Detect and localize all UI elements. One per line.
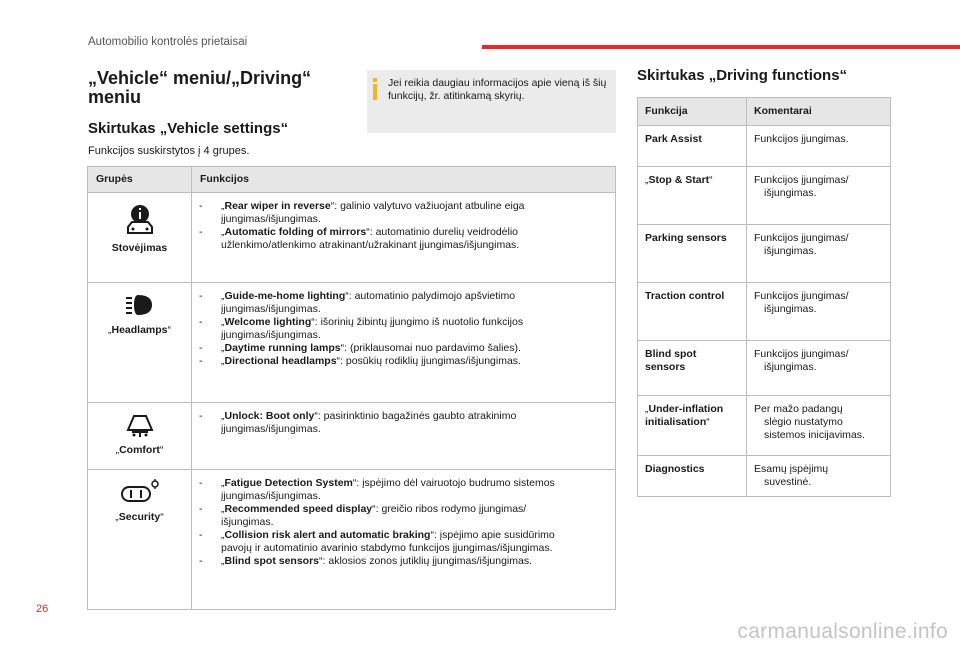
group-label: Stovėjimas	[111, 242, 168, 254]
function-comment: Funkcijos įjungimas/ išjungimas.	[747, 225, 891, 283]
table-row	[88, 283, 616, 403]
table-header-row	[638, 98, 891, 126]
list-item: - „Collision risk alert and automatic braking“: įspėjimo apie susidūrimo pavojų ir automatinio avarinio stabdymo funkcijos įjungimas/išjungimas.	[199, 529, 555, 554]
list-item: - „Rear wiper in reverse“: galinio valytuvo važiuojant atbuline eiga įjungimas/išjungimas.	[199, 200, 525, 225]
function-name: Blind spot sensors	[638, 341, 747, 396]
list-item: - „Blind spot sensors“: aklosios zonos jutiklių įjungimas/išjungimas.	[199, 555, 533, 567]
list-item: - „Daytime running lamps“: (priklausomai nuo pardavimo šalies).	[199, 342, 521, 354]
page-number: 26	[36, 603, 49, 615]
group-label: „Security“	[115, 511, 164, 523]
function-comment: Funkcijos įjungimas/ išjungimas.	[747, 283, 891, 341]
driver-assist-icon	[118, 479, 162, 505]
table-row	[638, 456, 891, 497]
header-comment: Komentarai	[747, 98, 891, 126]
function-name: Park Assist	[638, 126, 747, 167]
header-group: Grupės	[88, 167, 192, 193]
group-cell	[88, 403, 192, 470]
table-header-row	[88, 167, 616, 193]
table-row	[638, 167, 891, 225]
functions-cell	[192, 283, 616, 403]
group-cell	[88, 283, 192, 403]
info-box-text: Jei reikia daugiau informacijos apie vieną iš šių funkcijų, žr. atitinkamą skyrių.	[388, 77, 607, 102]
functions-cell	[192, 193, 616, 283]
function-name: Diagnostics	[638, 456, 747, 497]
function-name: Traction control	[638, 283, 747, 341]
page-header: Automobilio kontrolės prietaisai	[88, 36, 248, 48]
function-comment: Funkcijos įjungimas/ išjungimas.	[747, 167, 891, 225]
info-icon	[371, 78, 383, 100]
function-name: Parking sensors	[638, 225, 747, 283]
vehicle-settings-table	[87, 166, 616, 610]
table-row	[638, 283, 891, 341]
table-row	[638, 341, 891, 396]
table-row	[638, 225, 891, 283]
list-item: - „Guide-me-home lighting“: automatinio palydimojo apšvietimo įjungimas/išjungimas.	[199, 290, 516, 315]
list-item: - „Fatigue Detection System“: įspėjimo dėl vairuotojo budrumo sistemos įjungimas/išjungimas.	[199, 477, 555, 502]
driving-functions-title: Skirtukas „Driving functions“	[637, 67, 848, 84]
function-name: „Stop & Start“	[638, 167, 747, 225]
group-label: „Headlamps“	[107, 324, 172, 336]
group-cell	[88, 470, 192, 610]
group-cell	[88, 193, 192, 283]
header-function: Funkcija	[638, 98, 747, 126]
function-comment: Esamų įspėjimų suvestinė.	[747, 456, 891, 497]
table-row	[88, 193, 616, 283]
function-comment: Funkcijos įjungimas.	[747, 126, 891, 167]
list-item: - „Welcome lighting“: išorinių žibintų įjungimo iš nuotolio funkcijos įjungimas/išjungimas.	[199, 316, 524, 341]
header-accent-bar	[482, 45, 960, 49]
table-row	[638, 126, 891, 167]
list-item: - „Automatic folding of mirrors“: automatinio durelių veidrodėlio užlenkimo/atlenkimo atrakinant/užrakinant įjungimas/išjungimas.	[199, 226, 520, 251]
function-name: „Under-inflation initialisation“	[638, 396, 747, 456]
header-functions: Funkcijos	[192, 167, 616, 193]
table-row	[638, 396, 891, 456]
table-row	[88, 403, 616, 470]
functions-cell	[192, 470, 616, 610]
boot-lamp-icon	[124, 412, 156, 438]
watermark: carmanualsonline.info	[737, 620, 948, 643]
driving-functions-table	[637, 97, 891, 497]
function-comment: Per mažo padangų slėgio nustatymo sistemos inicijavimas.	[747, 396, 891, 456]
table-row	[88, 470, 616, 610]
function-comment: Funkcijos įjungimas/ išjungimas.	[747, 341, 891, 396]
headlamp-icon	[124, 292, 156, 318]
functions-cell	[192, 403, 616, 470]
group-label: „Comfort“	[115, 444, 164, 456]
list-item: - „Recommended speed display“: greičio ribos rodymo įjungimas/ išjungimas.	[199, 503, 527, 528]
page-title: „Vehicle“ meniu/„Driving“ meniu	[88, 68, 312, 107]
vehicle-settings-intro: Funkcijos suskirstytos į 4 grupes.	[88, 145, 250, 157]
list-item: - „Unlock: Boot only“: pasirinktinio bagažinės gaubto atrakinimo įjungimas/išjungimas.	[199, 410, 517, 435]
car-info-icon	[124, 202, 156, 236]
vehicle-settings-title: Skirtukas „Vehicle settings“	[88, 120, 289, 137]
list-item: - „Directional headlamps“: posūkių rodiklių įjungimas/išjungimas.	[199, 355, 521, 367]
